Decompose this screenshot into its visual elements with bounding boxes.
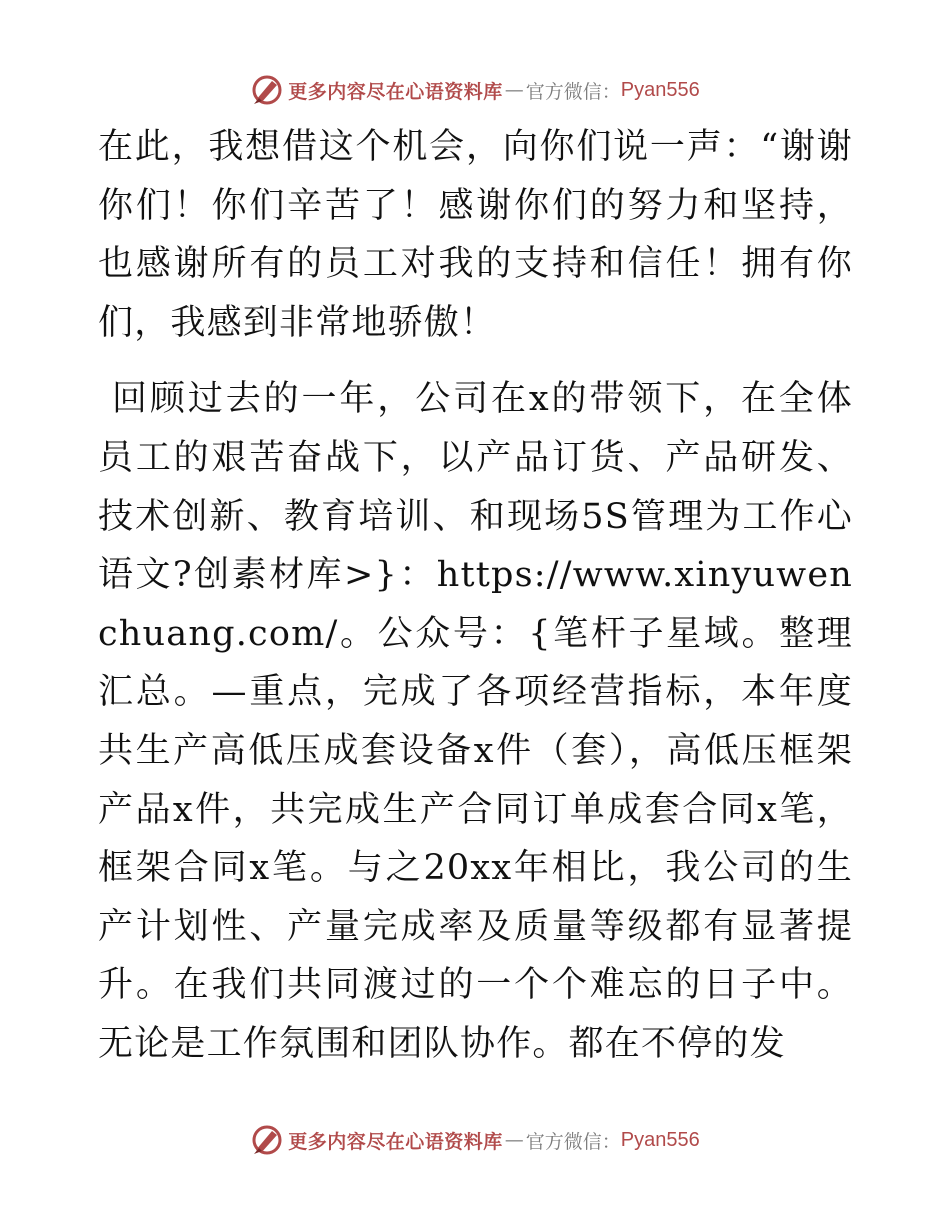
- header-watermark: [0, 70, 950, 110]
- watermark-separator: —: [504, 79, 524, 101]
- watermark-label: 官方微信：: [525, 80, 621, 103]
- watermark-brand-text: 更多内容尽在心语资料库: [288, 1130, 503, 1153]
- paragraph-review: 回顾过去的一年，公司在x的带领下，在全体员工的艰苦奋战下，以产品订货、产品研发、技术创新、教育培训、和现场5S管理为工作心语文?创素材库>}：https://www.xinyuwenchuang.com/。公众号：{笔杆子星域。整理汇总。—重点，完成了各项经营指标，本年度共生产高低压成套设备x件（套），高低压框架产品x件，共完成生产合同订单成套合同x笔，框架合同x笔。与之20xx年相比，我公司的生产计划性、产量完成率及质量等级都有显著提升。在我们共同渡过的一个个难忘的日子中。无论是工作氛围和团队协作。都在不停的发: [98, 379, 853, 1064]
- watermark-wechat-id: Pyan556: [620, 78, 700, 101]
- watermark-separator: —: [504, 1129, 524, 1151]
- footer-watermark: [0, 1120, 950, 1160]
- pen-nib-logo-icon: [250, 1123, 284, 1157]
- paragraph-thanks: 在此，我想借这个机会，向你们说一声：“谢谢你们！你们辛苦了！感谢你们的努力和坚持，也感谢所有的员工对我的支持和信任！拥有你们，我感到非常地骄傲！: [98, 127, 853, 343]
- document-body: [98, 118, 853, 1074]
- pen-nib-logo-icon: [250, 73, 284, 107]
- watermark-label: 官方微信：: [525, 1130, 621, 1153]
- watermark-brand-text: 更多内容尽在心语资料库: [288, 80, 503, 103]
- watermark-wechat-id: Pyan556: [620, 1128, 700, 1151]
